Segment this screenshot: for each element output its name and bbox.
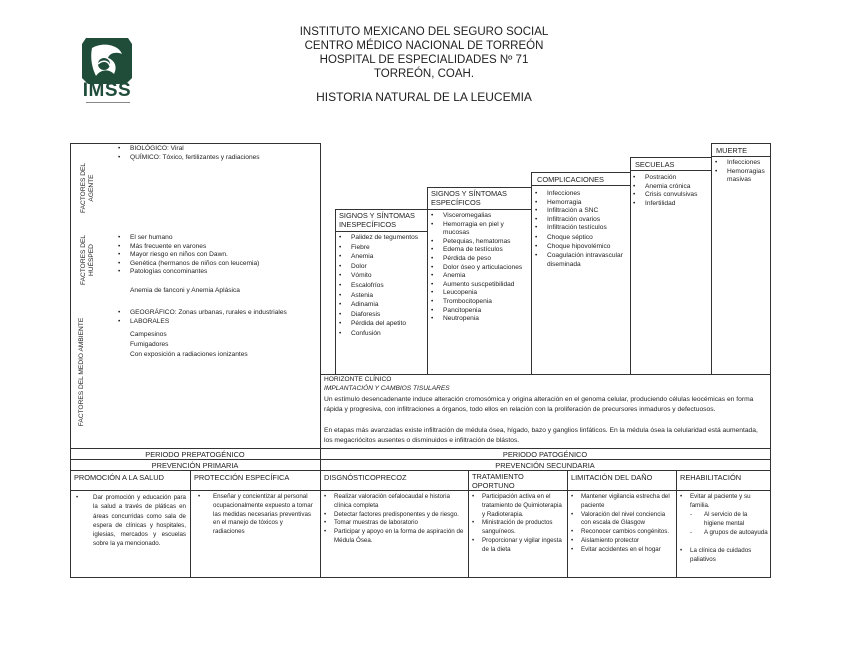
list-item: • Dar promoción y educación para la salud a través de pláticas en áreas concurridas como sala de espera de clínicas y hospitales, iglesias, mercados y escuelas sobre la ya mencionado. <box>76 493 186 549</box>
inespecificos-title: SIGNOS Y SÍNTOMAS INESPECÍFICOS <box>339 211 415 229</box>
factor-huesped-label: FACTORES DEL HUÉSPED <box>80 234 95 286</box>
ambiente-extra-2: Con exposición a radiaciones ionizantes <box>130 351 248 358</box>
list-item: • Ministración de productos sanguíneos. <box>472 519 565 537</box>
list-item: • Leucopenia <box>431 289 527 298</box>
list-item: • Hemorragias masivas <box>715 168 770 185</box>
list-item: • Petequias, hematomas <box>431 238 527 247</box>
list-item: • Más frecuente en varones <box>118 243 318 252</box>
list-item: • Evitar al paciente y su familia. <box>680 493 768 511</box>
list-item: • Dolor óseo y articulaciones <box>431 264 527 273</box>
secuelas-title: SECUELAS <box>635 160 675 169</box>
list-item: • Participar y apoyo en la forma de aspiración de Médula Ósea. <box>324 528 466 546</box>
list-item: • Pérdida del apetito <box>339 320 425 329</box>
header-center: CENTRO MÉDICO NACIONAL DE TORREÓN <box>304 40 544 52</box>
list-item: • Postración <box>633 174 711 183</box>
list-item: • Fiebre <box>339 244 425 253</box>
rehab-subitem-0: - Al servicio de la higiene mental <box>690 511 748 527</box>
logo-text: IMSS <box>82 80 132 101</box>
factor-ambiente-label: FACTORES DEL MEDIO AMBIENTE <box>78 317 85 427</box>
rehab-subitem-1: - A grupos de autoayuda <box>690 529 768 536</box>
agente-list <box>118 145 318 162</box>
horizonte-text-1: Un estímulo desencadenante induce alteración cromosómica y origina alteración en el genoma celular, produciendo células leocémicas en forma rápida y progresiva, con infiltraciones a órganos, todo ellos en relación con la proliferación de precursores inmaduros y defectuosos. <box>324 396 754 414</box>
list-item: • Infecciones <box>535 190 627 199</box>
list-item: • Mayor riesgo en niños con Dawn. <box>118 251 318 260</box>
limitacion-title: LIMITACIÓN DEL DAÑO <box>571 473 653 482</box>
list-item: • Anemia <box>431 272 527 281</box>
list-item: • Trombocitopenia <box>431 298 527 307</box>
promocion-list <box>76 493 186 549</box>
proteccion-title: PROTECCIÓN ESPECÍFICA <box>194 473 290 482</box>
list-item: • Pancitopenia <box>431 307 527 316</box>
list-item: • Anemia <box>339 253 425 262</box>
ambiente-extra-1: Fumigadores <box>130 341 169 348</box>
list-item: • Escalofríos <box>339 282 425 291</box>
huesped-extra: Anemia de fanconi y Anemia Aplásica <box>130 287 240 294</box>
list-item: • BIOLÓGICO: Viral <box>118 145 318 154</box>
especificos-title: SIGNOS Y SÍNTOMAS ESPECÍFICOS <box>431 189 507 207</box>
header-hospital: HOSPITAL DE ESPECIALIDADES Nº 71 <box>319 54 529 66</box>
prevencion-secundaria: PREVENCIÓN SECUNDARIA <box>495 461 595 470</box>
ambiente-extra-0: Campesinos <box>130 331 167 338</box>
horizonte-subtitle: IMPLANTACIÓN Y CAMBIOS TISULARES <box>324 385 450 392</box>
complicaciones-list <box>535 190 627 269</box>
tratamiento-title: TRATAMIENTO OPORTUNO <box>472 472 524 490</box>
list-item: • Choque hipovolémico <box>535 243 627 252</box>
list-item: • Dolor <box>339 263 425 272</box>
list-item: • Reconocer cambios congénitos. <box>571 528 675 537</box>
list-item: • GEOGRÁFICO: Zonas urbanas, rurales e industriales <box>118 309 318 318</box>
list-item: • Palidez de tegumentos <box>339 234 425 243</box>
list-item: • Hemorragia <box>535 199 627 208</box>
tratamiento-list <box>472 493 565 555</box>
inespecificos-list <box>339 234 425 339</box>
list-item: • Choque séptico <box>535 234 627 243</box>
list-item: • Aumento suscpetibilidad <box>431 281 527 290</box>
proteccion-list <box>198 493 316 537</box>
list-item: • Coagulación intravascular diseminada <box>535 252 627 269</box>
list-item: • Evitar accidentes en el hogar <box>571 546 675 555</box>
rehabilitacion-title: REHABILITACIÓN <box>680 473 742 482</box>
promocion-title: PROMOCIÓN A LA SALUD <box>74 473 164 482</box>
horizonte-title: HORIZONTE CLÍNICO <box>324 376 392 383</box>
ambiente-list <box>118 309 318 326</box>
huesped-list <box>118 234 318 277</box>
factor-agente-label: FACTORES DEL AGENTE <box>80 162 95 214</box>
list-item: • Vómito <box>339 272 425 281</box>
list-item: • Proporcionar y vigilar ingesta de la dieta <box>472 537 565 555</box>
list-item: • LABORALES <box>118 318 318 327</box>
horizonte-text-2: En etapas más avanzadas existe infiltración de médula ósea, hígado, bazo y ganglios linfáticos. En la médula ósea la celularidad está aumentada, los megacriócitos ausentes o disminuidos e infiltración de blástos. <box>324 427 758 445</box>
list-item: • Infiltración testículos <box>535 224 627 233</box>
header-institution: INSTITUTO MEXICANO DEL SEGURO SOCIAL <box>299 26 549 38</box>
secuelas-list <box>633 174 711 208</box>
list-item: • Tomar muestras de laboratorio <box>324 519 466 528</box>
muerte-title: MUERTE <box>716 146 748 155</box>
list-item: • Edema de testículos <box>431 246 527 255</box>
list-item: • Infecciones <box>715 159 770 168</box>
list-item: • Neutropenia <box>431 315 527 324</box>
list-item: • Genética (hermanos de niños con leucemia) <box>118 260 318 269</box>
list-item: • Hemorragia en piel y mucosas <box>431 221 527 238</box>
list-item: • El ser humano <box>118 234 318 243</box>
list-item: • Adinamia <box>339 301 425 310</box>
list-item: • Infertilidad <box>633 200 711 209</box>
rehabilitacion-list-2 <box>680 547 768 565</box>
diagnostico-title: DISGNÓSTICOPRECOZ <box>324 473 407 482</box>
rehabilitacion-list <box>680 493 768 511</box>
especificos-list <box>431 212 527 324</box>
list-item: • Pérdida de peso <box>431 255 527 264</box>
list-item: • Mantener vigilancia estrecha del paciente <box>571 493 675 511</box>
list-item: • Realizar valoración cefalocaudal e historia clínica completa <box>324 493 466 511</box>
list-item: • Patologías concominantes <box>118 268 318 277</box>
list-item: • Infiltración a SNC <box>535 207 627 216</box>
list-item: • Astenia <box>339 292 425 301</box>
prevencion-primaria: PREVENCIÓN PRIMARIA <box>151 461 239 470</box>
limitacion-list <box>571 493 675 555</box>
periodo-patogenico: PERIODO PATOGÉNICO <box>502 450 588 459</box>
list-item: • QUÍMICO: Tóxico, fertilizantes y radiaciones <box>118 154 318 163</box>
list-item: • Infiltración ovarios <box>535 216 627 225</box>
list-item: • Visceromegalias <box>431 212 527 221</box>
list-item: • La clínica de cuidados paliativos <box>680 547 768 565</box>
list-item: • Diaforesis <box>339 311 425 320</box>
header-city: TORREÓN, COAH. <box>373 68 475 80</box>
list-item: • Crisis convulsivas <box>633 191 711 200</box>
complicaciones-title: COMPLICACIONES <box>537 175 604 184</box>
list-item: • Enseñar y concientizar al personal ocupacionalmente expuesto a tomar las medidas necesarias preventivas en el manejo de tóxicos y radiaciones <box>198 493 316 537</box>
page-title: HISTORIA NATURAL DE LA LEUCEMIA <box>316 90 532 104</box>
list-item: • Anemia crónica <box>633 183 711 192</box>
list-item: • Detectar factores predisponentes y de riesgo. <box>324 511 466 520</box>
list-item: • Aislamiento protector <box>571 537 675 546</box>
list-item: • Confusión <box>339 330 425 339</box>
diagnostico-list <box>324 493 466 546</box>
muerte-list <box>715 159 770 185</box>
list-item: • Participación activa en el tratamiento de Quimioterapia y Radioterapia. <box>472 493 565 519</box>
periodo-prepatogenico: PERIODO PREPATOGÉNICO <box>145 450 245 459</box>
list-item: • Valoración del nivel conciencia con escala de Glasgow <box>571 511 675 529</box>
